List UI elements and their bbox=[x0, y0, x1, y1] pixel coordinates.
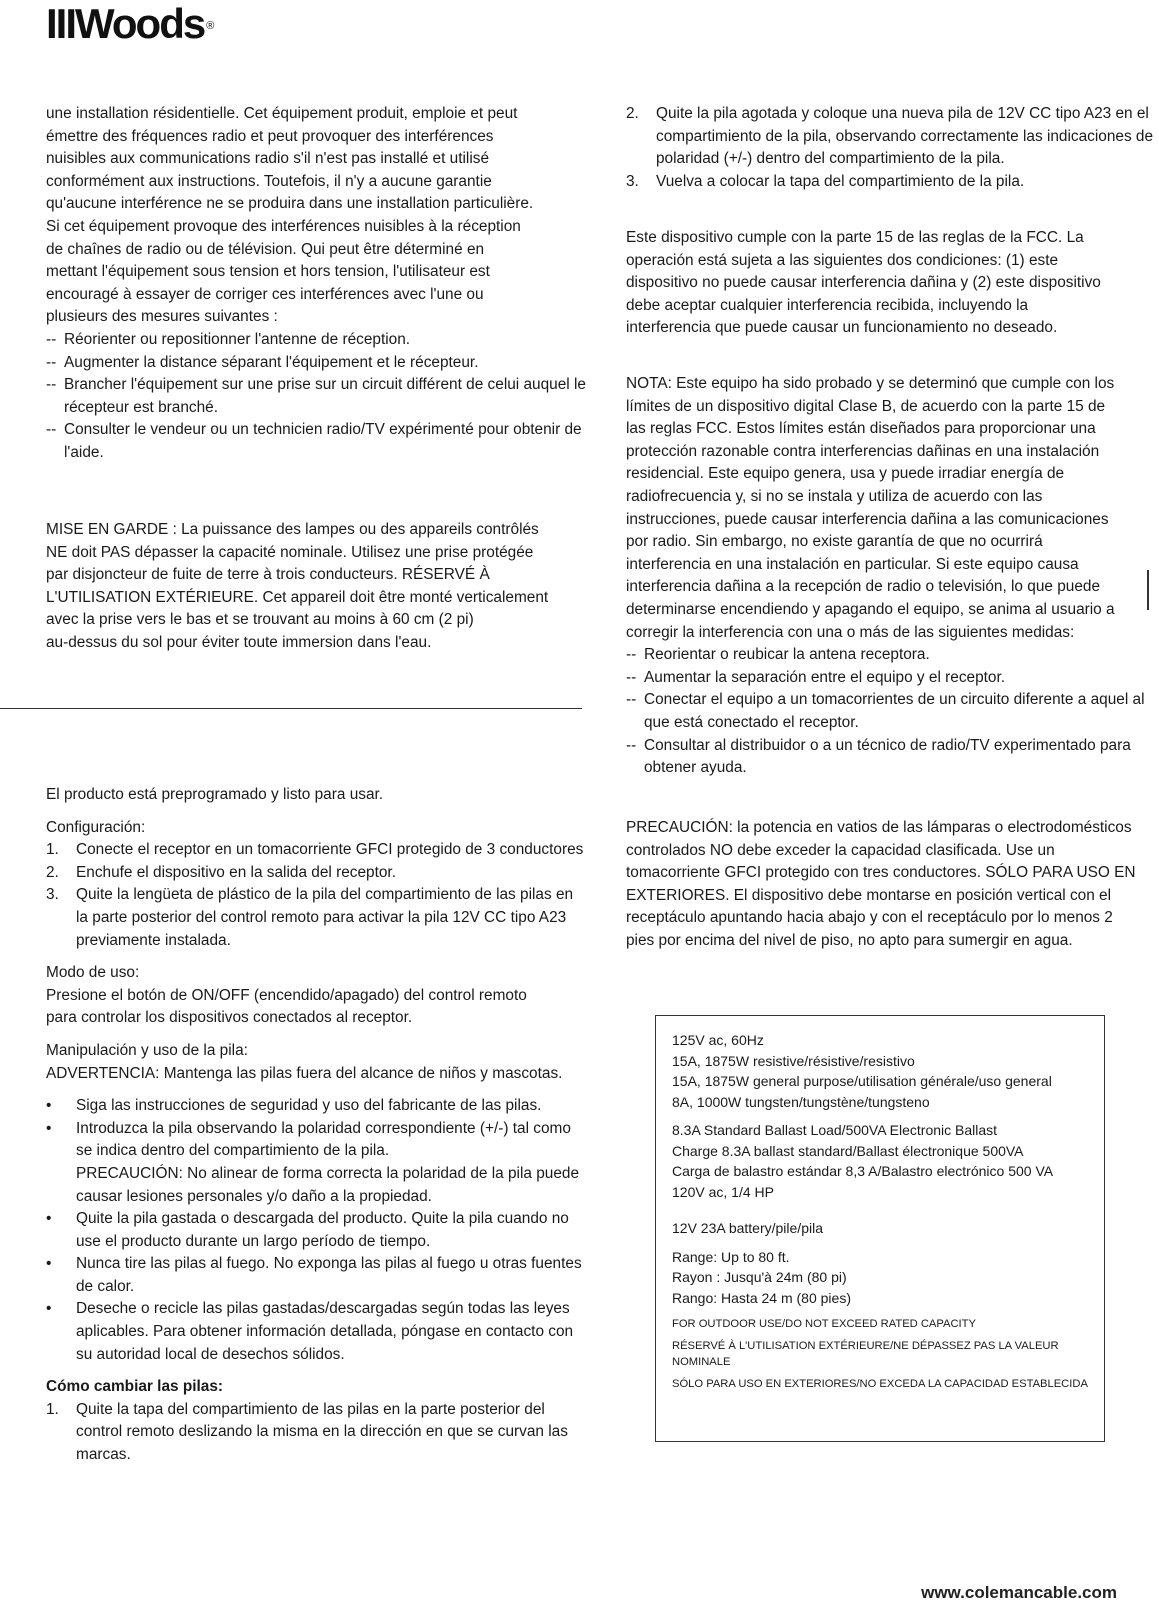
list-item: -- Aumentar la separación entre el equipo y el receptor. bbox=[626, 668, 1006, 686]
list-item: • Deseche o recicle las pilas gastadas/descargadas según todas las leyes aplicables. Para obtener información detallada, póngase en contacto con su autoridad local de desechos sólidos. bbox=[46, 1300, 574, 1363]
fcc-paragraph bbox=[626, 227, 1156, 340]
edge-mark bbox=[1147, 570, 1149, 610]
brand-name: IIIWoods bbox=[46, 0, 205, 47]
spec-note: SÓLO PARA USO EN EXTERIORES/NO EXCEDA LA CAPACIDAD ESTABLECIDA bbox=[672, 1378, 1088, 1390]
left-column-top bbox=[46, 103, 586, 465]
text-line: Si cet équipement provoque des interférences nuisibles à la réception bbox=[46, 217, 521, 235]
list-item: • Nunca tire las pilas al fuego. No exponga las pilas al fuego u otras fuentes de calor. bbox=[46, 1255, 582, 1295]
right-column bbox=[626, 103, 1158, 193]
text-line: residencial. Este equipo genera, usa y puede irradiar energía de bbox=[626, 465, 1065, 483]
text-line: NE doit PAS dépasser la capacité nominale. Utilisez une prise protégée bbox=[46, 543, 534, 561]
spec-line: 15A, 1875W general purpose/utilisation générale/uso general bbox=[672, 1073, 1052, 1089]
text-line: Este dispositivo cumple con la parte 15 de las reglas de la FCC. La bbox=[626, 229, 1084, 246]
text-line: émettre des fréquences radio et peut provoquer des interférences bbox=[46, 127, 494, 145]
precaucion-paragraph bbox=[626, 817, 1156, 953]
list-item: -- Reorientar o reubicar la antena receptora. bbox=[626, 646, 930, 664]
list-item: -- Brancher l'équipement sur une prise sur un circuit différent de celui auquel le récepteur est branché. bbox=[46, 376, 586, 416]
spec-line: Rayon : Jusqu'à 24m (80 pi) bbox=[672, 1269, 847, 1285]
fr-interference-paragraph bbox=[46, 103, 586, 329]
text-line: EXTERIORES. El dispositivo debe montarse en posición vertical con el bbox=[626, 886, 1112, 904]
text-line: qu'aucune interférence ne se produira dans une installation particulière. bbox=[46, 195, 534, 213]
spec-line: 120V ac, 1/4 HP bbox=[672, 1183, 774, 1200]
list-item: -- Conectar el equipo a un tomacorrientes de un circuito diferente a aquel al que está conectado el receptor. bbox=[626, 691, 1145, 731]
text-line: controlados NO debe exceder la capacidad clasificada. Use un bbox=[626, 841, 1055, 859]
battery-title: Manipulación y uso de la pila: bbox=[46, 1041, 248, 1059]
list-item: -- Consultar al distribuidor o a un técnico de radio/TV experimentado para obtener ayuda. bbox=[626, 736, 1131, 777]
fr-measures-list bbox=[46, 329, 586, 465]
text-line: operación está sujeta a las siguientes dos condiciones: (1) este bbox=[626, 251, 1059, 269]
list-item: 1. Conecte el receptor en un tomacorriente GFCI protegido de 3 conductores bbox=[46, 841, 584, 859]
text-line: dispositivo no puede causar interferencia dañina y (2) este dispositivo bbox=[626, 274, 1101, 292]
list-item: 3. Vuelva a colocar la tapa del compartimiento de la pila. bbox=[626, 172, 1025, 190]
list-item: 2. Quite la pila agotada y coloque una nueva pila de 12V CC tipo A23 en el compartimiento de la pila, observando correctamente las indicaciones de polaridad (+/-) dentro del compartimiento de la pila. bbox=[626, 105, 1154, 168]
text-line: MISE EN GARDE : La puissance des lampes ou des appareils contrôlés bbox=[46, 521, 539, 538]
spec-line: 8A, 1000W tungsten/tungstène/tungsteno bbox=[672, 1093, 930, 1110]
text-line: une installation résidentielle. Cet équipement produit, emploie et peut bbox=[46, 105, 518, 122]
text-line: par disjoncteur de fuite de terre à trois conducteurs. RÉSERVÉ À bbox=[46, 566, 490, 584]
section-divider bbox=[0, 708, 582, 709]
text-line: interferencia en una instalación en particular. Si este equipo causa bbox=[626, 555, 1079, 573]
text-line: instrucciones, puede causar interferencia dañina a las comunicaciones bbox=[626, 510, 1109, 528]
list-item: • Introduzca la pila observando la polaridad correspondiente (+/-) tal como se indica dentro del compartimiento de la pila. PRECAUCIÓN: No alinear de forma correcta la polaridad de la pila puede causar lesiones personales y/o daño a la propiedad. bbox=[46, 1119, 580, 1205]
list-item: -- Consulter le vendeur ou un technicien radio/TV expérimenté pour obtenir de l'aide. bbox=[46, 421, 582, 461]
text-line: las reglas FCC. Estos límites están diseñados para proporcionar una bbox=[626, 420, 1096, 438]
config-title: Configuración: bbox=[46, 818, 146, 836]
list-item: • Quite la pila gastada o descargada del producto. Quite la pila cuando no use el producto durante un largo período de tiempo. bbox=[46, 1210, 569, 1250]
registered-mark: ® bbox=[206, 20, 215, 32]
list-item: -- Augmenter la distance séparant l'équipement et le récepteur. bbox=[46, 353, 479, 371]
range-group bbox=[672, 1247, 1088, 1309]
text-line: para controlar los dispositivos conectados al receptor. bbox=[46, 1009, 413, 1027]
battery-caution: PRECAUCIÓN: No alinear de forma correcta la polaridad de la pila puede causar lesiones personales y/o daño a la propiedad. bbox=[76, 1164, 580, 1205]
left-column-spanish bbox=[46, 784, 586, 1467]
text-line: plusieurs des mesures suivantes : bbox=[46, 308, 278, 326]
change-battery-title: Cómo cambiar las pilas: bbox=[46, 1378, 224, 1396]
text-line: debe aceptar cualquier interferencia recibida, incluyendo la bbox=[626, 296, 1029, 314]
spec-line: Charge 8.3A ballast standard/Ballast électronique 500VA bbox=[672, 1142, 1024, 1159]
ballast-group bbox=[672, 1120, 1088, 1202]
text-line: Presione el botón de ON/OFF (encendido/apagado) del control remoto bbox=[46, 986, 527, 1004]
battery-spec bbox=[672, 1218, 1088, 1239]
spec-line: 8.3A Standard Ballast Load/500VA Electronic Ballast bbox=[672, 1122, 998, 1138]
use-title: Modo de uso: bbox=[46, 964, 140, 982]
list-item: 3. Quite la lengüeta de plástico de la pila del compartimiento de las pilas en la parte posterior del control remoto para activar la pila 12V CC tipo A23 previamente instalada. bbox=[46, 886, 574, 949]
fr-warning-paragraph bbox=[46, 519, 586, 655]
specifications-box bbox=[655, 1015, 1105, 1442]
text-line: conformément aux instructions. Toutefois, il n'y a aucune garantie bbox=[46, 172, 492, 190]
battery-warning: ADVERTENCIA: Mantenga las pilas fuera del alcance de niños y mascotas. bbox=[46, 1064, 563, 1082]
spec-line: Rango: Hasta 24 m (80 pies) bbox=[672, 1289, 851, 1306]
spec-note: RÉSERVÉ À L'UTILISATION EXTÉRIEURE/NE DÉPASSEZ PAS LA VALEUR NOMINALE bbox=[672, 1340, 1059, 1368]
list-item: -- Réorienter ou repositionner l'antenne de réception. bbox=[46, 330, 411, 348]
text-line: tomacorriente GFCI protegido con tres conductores. SÓLO PARA USO EN bbox=[626, 864, 1136, 882]
ratings-group bbox=[672, 1030, 1088, 1112]
text-line: nuisibles aux communications radio s'il n'est pas installé et utilisé bbox=[46, 150, 490, 168]
text-line: pies por encima del nivel de piso, no apto para sumergir en agua. bbox=[626, 931, 1073, 949]
text-line: radiofrecuencia y, si no se instala y utiliza de acuerdo con las bbox=[626, 487, 1043, 505]
spec-line: 15A, 1875W resistive/résistive/resistivo bbox=[672, 1052, 915, 1069]
footer-url: www.colemancable.com bbox=[921, 1583, 1117, 1602]
spec-line: Range: Up to 80 ft. bbox=[672, 1248, 790, 1265]
spec-line: 125V ac, 60Hz bbox=[672, 1032, 764, 1048]
text-line: receptáculo apuntando hacia abajo y con el receptáculo por lo menos 2 bbox=[626, 909, 1113, 927]
text-line: corregir la interferencia con una o más de las siguientes medidas: bbox=[626, 623, 1075, 641]
list-item: • Siga las instrucciones de seguridad y uso del fabricante de las pilas. bbox=[46, 1097, 542, 1115]
spec-note: FOR OUTDOOR USE/DO NOT EXCEED RATED CAPACITY bbox=[672, 1318, 976, 1330]
text-line: interferencia dañina a la recepción de radio o televisión, lo que puede bbox=[626, 578, 1101, 596]
text-line: au-dessus du sol pour éviter toute immersion dans l'eau. bbox=[46, 633, 432, 651]
list-item: 1. Quite la tapa del compartimiento de las pilas en la parte posterior del control remoto deslizando la misma en la dirección en que se curvan las marcas. bbox=[46, 1400, 568, 1464]
brand-logo bbox=[46, 0, 215, 47]
spec-line: Carga de balastro estándar 8,3 A/Balastro electrónico 500 VA bbox=[672, 1163, 1054, 1179]
spec-line: 12V 23A battery/pile/pila bbox=[672, 1220, 823, 1236]
intro-text: El producto está preprogramado y listo para usar. bbox=[46, 786, 384, 803]
text-line: PRECAUCIÓN: la potencia en vatios de las lámparas o electrodomésticos bbox=[626, 819, 1132, 836]
text-line: determinarse encendiendo y apagando el equipo, se anima al usuario a bbox=[626, 600, 1115, 618]
list-item: 2. Enchufe el dispositivo en la salida del receptor. bbox=[46, 863, 396, 881]
text-line: interferencia que puede causar un funcionamiento no deseado. bbox=[626, 319, 1058, 337]
text-line: encouragé à essayer de corriger ces interférences avec l'une ou bbox=[46, 285, 484, 303]
text-line: avec la prise vers le bas et se trouvant au moins à 60 cm (2 pi) bbox=[46, 611, 474, 629]
text-line: mettant l'équipement sous tension et hors tension, l'utilisateur est bbox=[46, 263, 490, 281]
text-line: L'UTILISATION EXTÉRIEURE. Cet appareil doit être monté verticalement bbox=[46, 588, 549, 606]
text-line: protección razonable contra interferencias dañinas en una instalación bbox=[626, 442, 1100, 460]
text-line: de chaînes de radio ou de télévision. Qui peut être déterminé en bbox=[46, 240, 485, 258]
text-line: límites de un dispositivo digital Clase B, de acuerdo con la parte 15 de bbox=[626, 397, 1106, 415]
nota-paragraph bbox=[626, 373, 1156, 780]
text-line: NOTA: Este equipo ha sido probado y se determinó que cumple con los bbox=[626, 375, 1115, 392]
text-line: por radio. Sin embargo, no existe garantía de que no ocurrirá bbox=[626, 533, 1043, 551]
